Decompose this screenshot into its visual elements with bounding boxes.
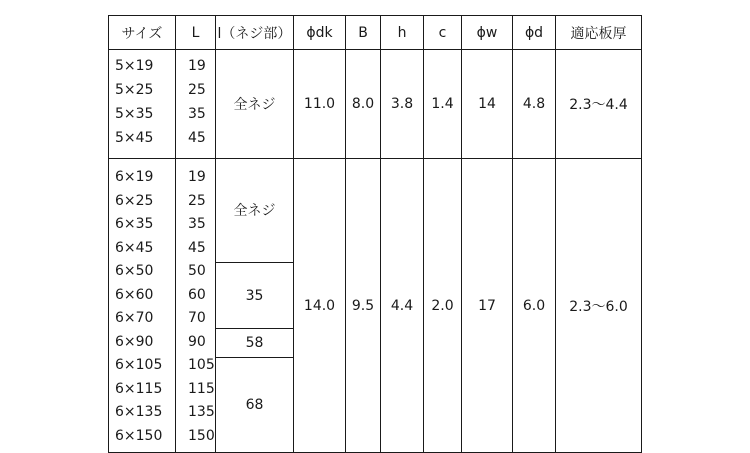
group1-c: 1.4 [424,50,462,159]
length-cell: 115 [188,380,215,397]
size-cell: 6×115 [115,380,163,397]
group2-dk: 14.0 [294,159,346,453]
size-cell: 5×19 [115,58,154,74]
length-cell: 35 [188,106,206,122]
header-size: サイズ [109,16,176,50]
length-cell: 135 [188,404,215,420]
group1-plate: 2.3〜4.4 [556,50,642,159]
header-c: c [424,16,462,50]
size-cell: 6×150 [115,427,163,444]
length-cell: 105 [188,357,215,373]
header-row [109,16,642,50]
size-cell: 6×19 [115,169,154,185]
size-cell: 6×25 [115,192,154,209]
length-cell: 90 [188,333,206,350]
header-thread: l（ネジ部） [216,16,294,50]
header-plate: 適応板厚 [556,16,642,50]
group2-d: 6.0 [513,159,556,453]
group2-c: 2.0 [424,159,462,453]
length-cell: 25 [188,82,206,98]
size-cell: 6×35 [115,216,154,232]
size-cell: 6×45 [115,239,154,256]
size-cell: 5×45 [115,130,154,146]
header-b: B [346,16,381,50]
group2-thread-full: 全ネジ [216,159,294,263]
group1-thread: 全ネジ [216,50,294,159]
header-h: h [381,16,424,50]
length-cell: 60 [188,286,206,303]
group1-sizes [109,50,176,159]
length-cell: 45 [188,239,206,256]
group1-h: 3.8 [381,50,424,159]
group1-b: 8.0 [346,50,381,159]
group2-plate: 2.3〜6.0 [556,159,642,453]
size-cell: 6×135 [115,404,163,420]
group2-sizes [109,159,176,453]
group1-w: 14 [462,50,513,159]
header-d: ϕd [513,16,556,50]
group2-thread-35: 35 [216,262,294,328]
length-cell: 45 [188,130,206,146]
size-cell: 6×70 [115,310,154,326]
size-cell: 6×50 [115,263,154,279]
group2-row [109,159,642,263]
group1-dk: 11.0 [294,50,346,159]
group1-lengths [176,50,216,159]
size-cell: 6×105 [115,357,163,373]
group1-row [109,50,642,159]
header-w: ϕw [462,16,513,50]
length-cell: 19 [188,169,206,185]
group2-w: 17 [462,159,513,453]
length-cell: 35 [188,216,206,232]
group2-thread-68: 68 [216,358,294,453]
group1-d: 4.8 [513,50,556,159]
length-cell: 150 [188,427,215,444]
length-cell: 25 [188,192,206,209]
length-cell: 70 [188,310,206,326]
spec-table [108,15,642,453]
group2-b: 9.5 [346,159,381,453]
length-cell: 19 [188,58,206,74]
size-cell: 5×25 [115,82,154,98]
size-cell: 5×35 [115,106,154,122]
header-length: L [176,16,216,50]
size-cell: 6×60 [115,286,154,303]
length-cell: 50 [188,263,206,279]
group2-lengths [176,159,216,453]
header-dk: ϕdk [294,16,346,50]
group2-h: 4.4 [381,159,424,453]
group2-thread-58: 58 [216,329,294,358]
size-cell: 6×90 [115,333,154,350]
